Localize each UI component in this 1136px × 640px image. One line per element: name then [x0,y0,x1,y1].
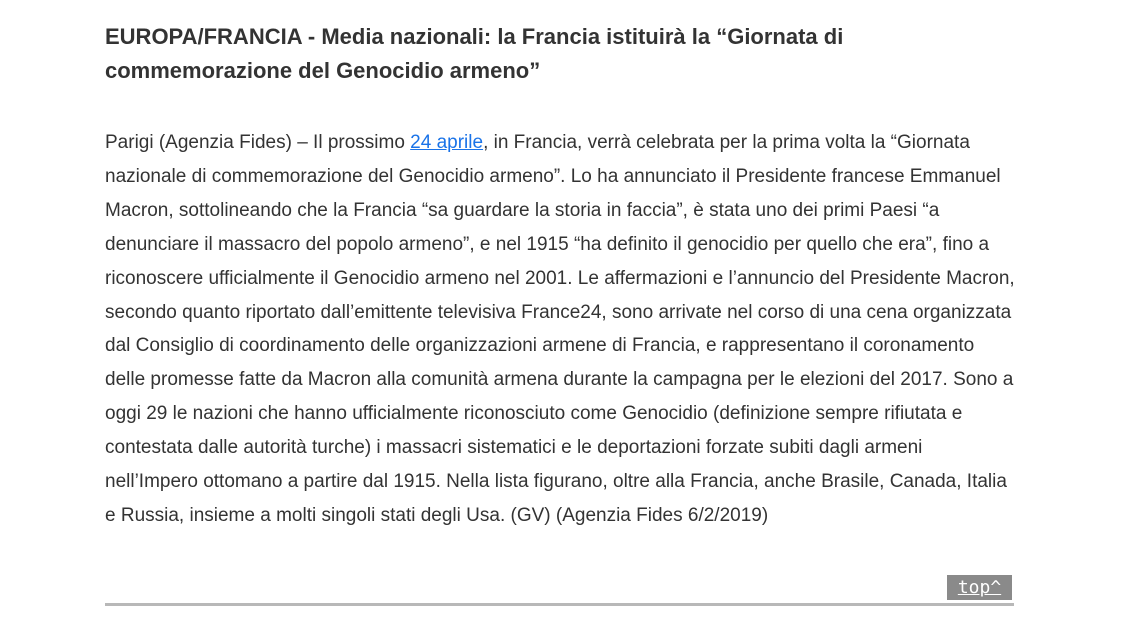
article-body [105,126,1015,533]
date-link[interactable]: 24 aprile [410,132,484,153]
article-title: EUROPA/FRANCIA - Media nazionali: la Francia istituirà la “Giornata di commemorazione del Genocidio armeno” [105,24,844,83]
article-body-rest: , in Francia, verrà celebrata per la prima volta la “Giornata nazionale di commemorazione del Genocidio armeno”. Lo ha annunciato il Presidente francese Emmanuel Macron, sottolineando che la Francia “sa guardare la storia in faccia”, è stata uno dei primi Paesi “a denunciare il massacro del popolo armeno”, e nel 1915 “ha definito il genocidio per quello che era”, fino a riconoscere ufficialmente il Genocidio armeno nel 2001. Le affermazioni e l’annuncio del Presidente Macron, secondo quanto riportato dall’emittente televisiva France24, sono arrivate nel corso di una cena organizzata dal Consiglio di coordinamento delle organizzazioni armene di Francia, e rappresentano il coronamento delle promesse fatte da Macron alla comunità armena durante la campagna per le elezioni del 2017. Sono a oggi 29 le nazioni che hanno ufficialmente riconosciuto come Genocidio (definizione sempre rifiutata e contestata dalle autorità turche) i massacri sistematici e le deportazioni forzate subiti dagli armeni nell’Impero ottomano a partire dal 1915. Nella lista figurano, oltre alla Francia, anche Brasile, Canada, Italia e Russia, insieme a molti singoli stati degli Usa. (GV) (Agenzia Fides 6/2/2019) [105,132,1015,526]
article [105,20,1015,533]
article-body-intro: Parigi (Agenzia Fides) – Il prossimo [105,132,411,153]
back-to-top-button[interactable]: top^ [947,575,1012,600]
divider [105,603,1014,606]
